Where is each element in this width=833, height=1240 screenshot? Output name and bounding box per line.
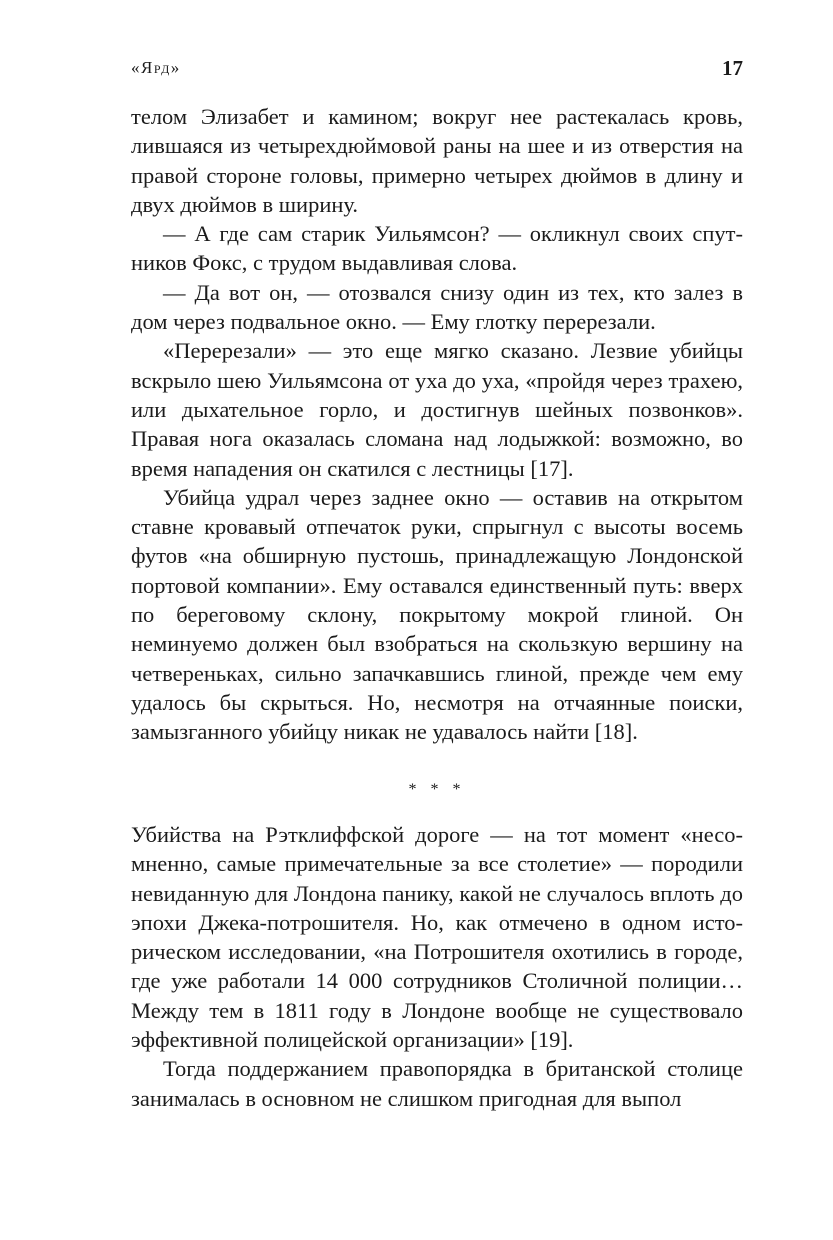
body-text-section-2 — [131, 820, 743, 1113]
paragraph: Тогда поддержанием правопорядка в британской столице занималась в основном не слишком пригодная для выпол — [131, 1056, 743, 1111]
body-text-section-1 — [131, 102, 743, 747]
paragraph: Убийства на Рэтклиффской дороге — на тот момент «несомненно, самые примечательные за все столетие» — породили невиданную для Лондона панику, какой не случалось вплоть до эпохи Джека-потрошителя. Но, как отмечено в одном историческом исследовании, «на Потрошителя охотились в городе, где уже работали 14 000 сотрудников Столичной полиции… Между тем в 1811 году в Лондоне вообще не существовало эффективной полицейской организации» [19]. — [131, 822, 743, 1053]
page-number: 17 — [722, 56, 743, 80]
section-separator: * * * — [408, 781, 466, 798]
book-page — [131, 0, 743, 1240]
paragraph: Убийца удрал через заднее окно — оставив на открытом ставне кровавый отпечаток руки, спрыгнул с высоты восемь футов «на обширную пустошь, принадлежащую Лондонской портовой компании». Ему оставался единственный путь: вверх по береговому склону, покрытому мокрой глиной. Он неминуемо должен был взобраться на скользкую вершину на четвереньках, сильно запачкавшись глиной, прежде чем ему удалось бы скрыться. Но, несмотря на отчаянные поиски, замызганного убийцу никак не удавалось найти [18]. — [131, 484, 743, 745]
running-head — [131, 56, 743, 82]
paragraph: «Перерезали» — это еще мягко сказано. Лезвие убийцы вскрыло шею Уильямсона от уха до уха, «пройдя через трахею, или дыхательное горло, и достигнув шейных позвонков». Правая нога оказалась сломана над лодыжкой: возможно, во время нападения он скатился с лестницы [17]. — [131, 338, 743, 481]
running-title: «Ярд» — [131, 58, 181, 77]
paragraph: — А где сам старик Уильямсон? — окликнул своих спутников Фокс, с трудом выдавливая слова. — [131, 221, 743, 276]
paragraph: телом Элизабет и камином; вокруг нее растекалась кровь, лившаяся из четырехдюймовой раны на шее и из отверстия на правой стороне головы, примерно четырех дюймов в длину и двух дюймов в ширину. — [131, 104, 743, 217]
paragraph: — Да вот он, — отозвался снизу один из тех, кто залез в дом через подвальное окно. — Ему глотку перерезали. — [131, 279, 743, 335]
